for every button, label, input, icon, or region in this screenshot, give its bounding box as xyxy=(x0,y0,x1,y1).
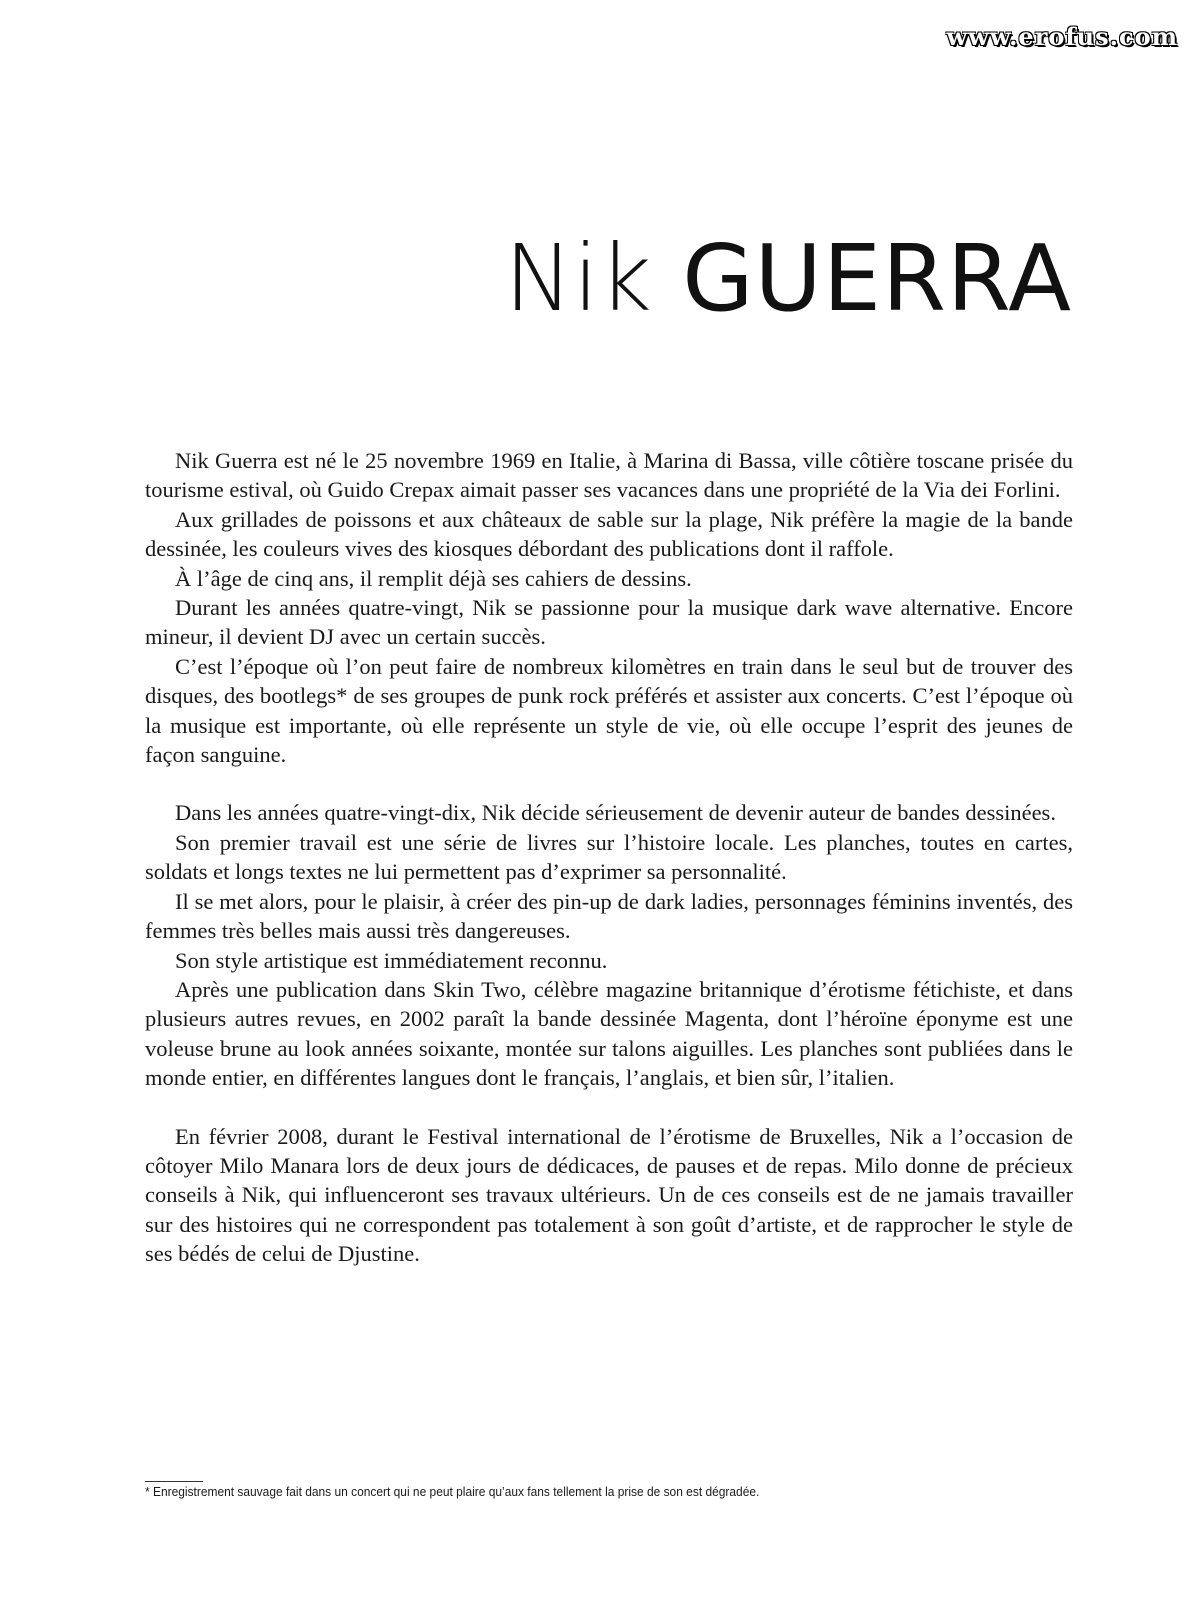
paragraph: Il se met alors, pour le plaisir, à créer des pin-up de dark ladies, personnages féminins inventés, des femmes très belles mais aussi très dangereuses. xyxy=(145,888,1073,944)
paragraph: Son premier travail est une série de livres sur l’histoire locale. Les planches, toutes en cartes, soldats et longs textes ne lui permettent pas d’exprimer sa personnalité. xyxy=(145,829,1073,885)
paragraph: Après une publication dans Skin Two, célèbre magazine britannique d’érotisme fétichiste, et dans plusieurs autres revues, en 2002 paraît la bande dessinée Magenta, dont l’héroïne éponyme est une voleuse brune au look années soixante, montée sur talons aiguilles. Les planches sont publiées dans le monde entier, en différentes langues dont le français, l’anglais, et bien sûr, l’italien. xyxy=(145,976,1073,1091)
biography-text xyxy=(145,446,1073,1269)
paragraph: C’est l’époque où l’on peut faire de nombreux kilomètres en train dans le seul but de trouver des disques, des bootlegs* de ses groupes de punk rock préférés et assister aux concerts. C’est l’époque où la musique est importante, où elle représente un style de vie, où elle occupe l’esprit des jeunes de façon sanguine. xyxy=(145,653,1073,768)
footnote: * Enregistrement sauvage fait dans un concert qui ne peut plaire qu’aux fans tellement la prise de son est dégradée. xyxy=(145,1484,760,1499)
paragraph: Aux grillades de poissons et aux châteaux de sable sur la plage, Nik préfère la magie de la bande dessinée, les couleurs vives des kiosques débordant des publications dont il raffole. xyxy=(145,506,1073,562)
section-gap xyxy=(145,769,1073,798)
title-last-name: GUERRA xyxy=(682,225,1072,332)
paragraph: Son style artistique est immédiatement reconnu. xyxy=(175,947,608,973)
paragraph: À l’âge de cinq ans, il remplit déjà ses cahiers de dessins. xyxy=(175,565,692,591)
paragraph: En février 2008, durant le Festival international de l’érotisme de Bruxelles, Nik a l’occasion de côtoyer Milo Manara lors de deux jours de dédicaces, de pauses et de repas. Milo donne de précieux conseils à Nik, qui influenceront ses travaux ultérieurs. Un de ces conseils est de ne jamais travailler sur des histoires qui ne correspondent pas totalement à son goût d’artiste, et de rapprocher le style de ses bédés de celui de Djustine. xyxy=(145,1123,1073,1267)
watermark-logo: www.erofus.com xyxy=(946,22,1178,51)
section-gap xyxy=(145,1093,1073,1122)
page-title xyxy=(504,225,1072,332)
paragraph: Durant les années quatre-vingt, Nik se passionne pour la musique dark wave alternative. Encore mineur, il devient DJ avec un certain succès. xyxy=(145,595,1073,650)
paragraph: Nik Guerra est né le 25 novembre 1969 en Italie, à Marina di Bassa, ville côtière toscane prisée du tourisme estival, où Guido Crepax aimait passer ses vacances dans une propriété de la Via dei Forlini. xyxy=(145,448,1073,503)
paragraph: Dans les années quatre-vingt-dix, Nik décide sérieusement de devenir auteur de bandes dessinées. xyxy=(175,800,1056,826)
footnote-divider xyxy=(145,1481,203,1482)
title-first-name: Nik xyxy=(504,225,652,332)
